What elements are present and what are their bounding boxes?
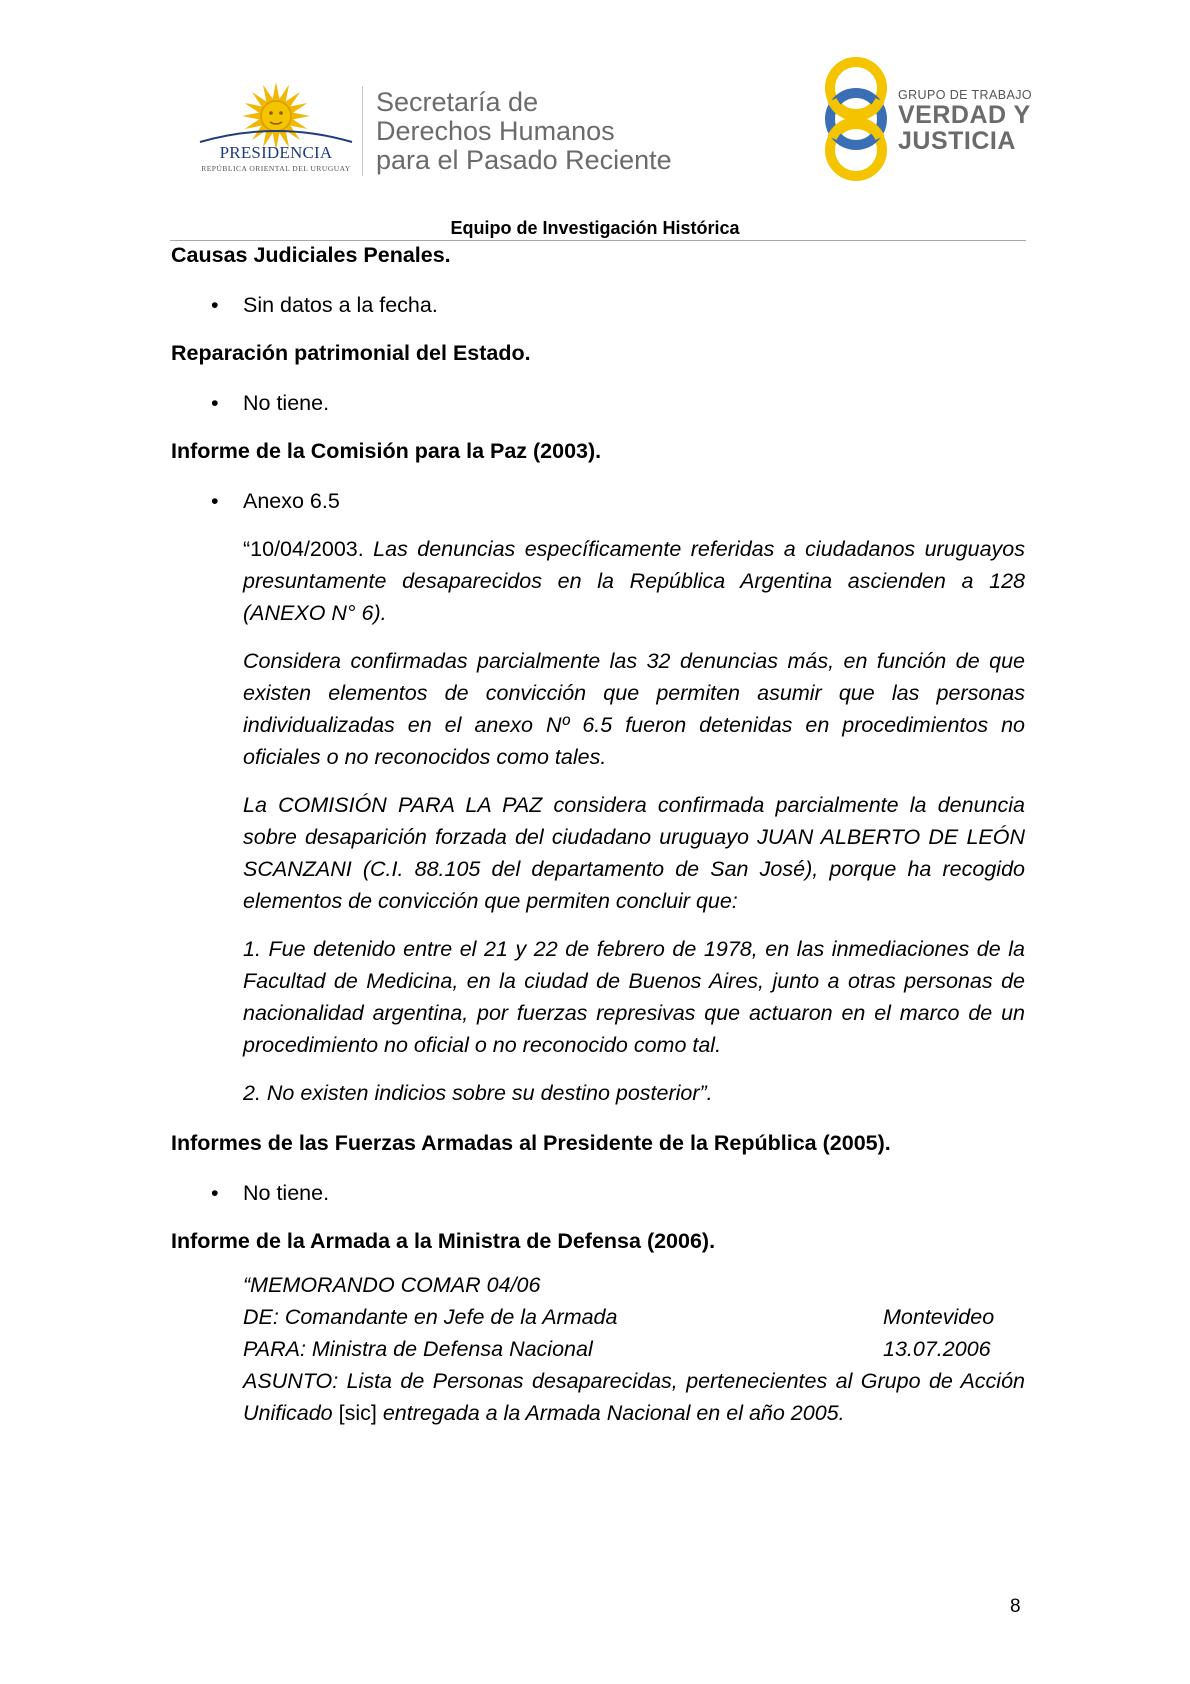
memo-place: Montevideo (883, 1305, 995, 1329)
header-divider (362, 86, 363, 176)
quote-paragraph: Considera confirmadas parcialmente las 32 denuncias más, en función de que existen elementos de convicción que permiten asumir que las personas individualizadas en el anexo Nº 6.5 fueron detenidas en procedimientos no oficiales o no reconocidos como tales. (243, 649, 1025, 769)
bullet-dot-icon: • (211, 1181, 219, 1205)
page-number: 8 (1010, 1596, 1021, 1617)
grupo-line1: VERDAD Y (898, 101, 1031, 129)
memo-title: “MEMORANDO COMAR 04/06 (243, 1273, 541, 1297)
grupo-trabajo-logo-text (898, 88, 1032, 154)
bullet-item (171, 1179, 1026, 1207)
memo-from: DE: Comandante en Jefe de la Armada (243, 1305, 618, 1329)
bullet-dot-icon: • (211, 489, 219, 513)
quote-paragraph: La COMISIÓN PARA LA PAZ considera confirmada parcialmente la denuncia sobre desaparición forzada del ciudadano uruguayo JUAN ALBERTO DE LEÓN SCANZANI (C.I. 88.105 del departamento de San José), porque ha recogido elementos de convicción que permiten concluir que: (243, 793, 1025, 913)
memo-from-row (243, 1301, 1025, 1333)
bullet-text: No tiene. (243, 391, 330, 415)
secretaria-line: para el Pasado Reciente (376, 145, 672, 175)
secretaria-line: Derechos Humanos (376, 116, 615, 146)
secretaria-line: Secretaría de (376, 87, 539, 117)
quote-text: Las denuncias específicamente referidas a ciudadanos uruguayos presuntamente desaparecidos en la República Argentina ascienden a 128 (ANEXO N° 6). (243, 537, 1025, 625)
secretaria-name (376, 88, 672, 175)
quote-paragraph: 2. No existen indicios sobre su destino posterior”. (243, 1081, 713, 1105)
quote-paragraph: 1. Fue detenido entre el 21 y 22 de febrero de 1978, en las inmediaciones de la Facultad de Medicina, en la ciudad de Buenos Aires, junto a otras personas de nacionalidad argentina, por fuerzas represivas que actuaron en el marco de un procedimiento no oficial o no reconocido como tal. (243, 937, 1025, 1057)
bullet-item (171, 487, 1026, 515)
memo-to: PARA: Ministra de Defensa Nacional (243, 1337, 593, 1361)
bullet-item (171, 291, 1026, 319)
memo-sic: [sic] (338, 1401, 377, 1425)
bullet-text: Anexo 6.5 (243, 489, 340, 513)
bullet-dot-icon: • (211, 293, 219, 317)
bullet-text: No tiene. (243, 1181, 330, 1205)
bullet-dot-icon: • (211, 391, 219, 415)
quote-paragraph (243, 533, 1025, 629)
running-title: Equipo de Investigación Histórica (450, 218, 740, 238)
main-content (171, 241, 1026, 1429)
quote-date: “10/04/2003. (243, 537, 374, 561)
section-heading: Causas Judiciales Penales. (171, 243, 451, 267)
presidencia-subtitle: REPÚBLICA ORIENTAL DEL URUGUAY (201, 164, 351, 173)
verdad-justicia-rings-logo (820, 56, 892, 182)
section-heading: Informe de la Armada a la Ministra de Defensa (2006). (171, 1229, 716, 1253)
presidencia-title: PRESIDENCIA (219, 143, 333, 162)
grupo-small-label: GRUPO DE TRABAJO (898, 88, 1032, 102)
memo-subject-end: entregada a la Armada Nacional en el año 2005. (376, 1401, 845, 1425)
bullet-item (171, 389, 1026, 417)
memo-date: 13.07.2006 (883, 1337, 991, 1361)
memo-subject-text: ASUNTO: Lista de Personas desaparecidas, pertenecientes al Grupo de Acción Unificado (243, 1369, 1025, 1425)
memo-subject (243, 1365, 1025, 1429)
memo-to-row (243, 1333, 1025, 1365)
bullet-text: Sin datos a la fecha. (243, 293, 438, 317)
grupo-line2: JUSTICIA (898, 127, 1016, 155)
memo-block (243, 1269, 1025, 1429)
page-header (0, 0, 1190, 240)
section-heading: Reparación patrimonial del Estado. (171, 341, 531, 365)
section-heading: Informe de la Comisión para la Paz (2003). (171, 439, 602, 463)
section-heading: Informes de las Fuerzas Armadas al Presidente de la República (2005). (171, 1131, 891, 1155)
